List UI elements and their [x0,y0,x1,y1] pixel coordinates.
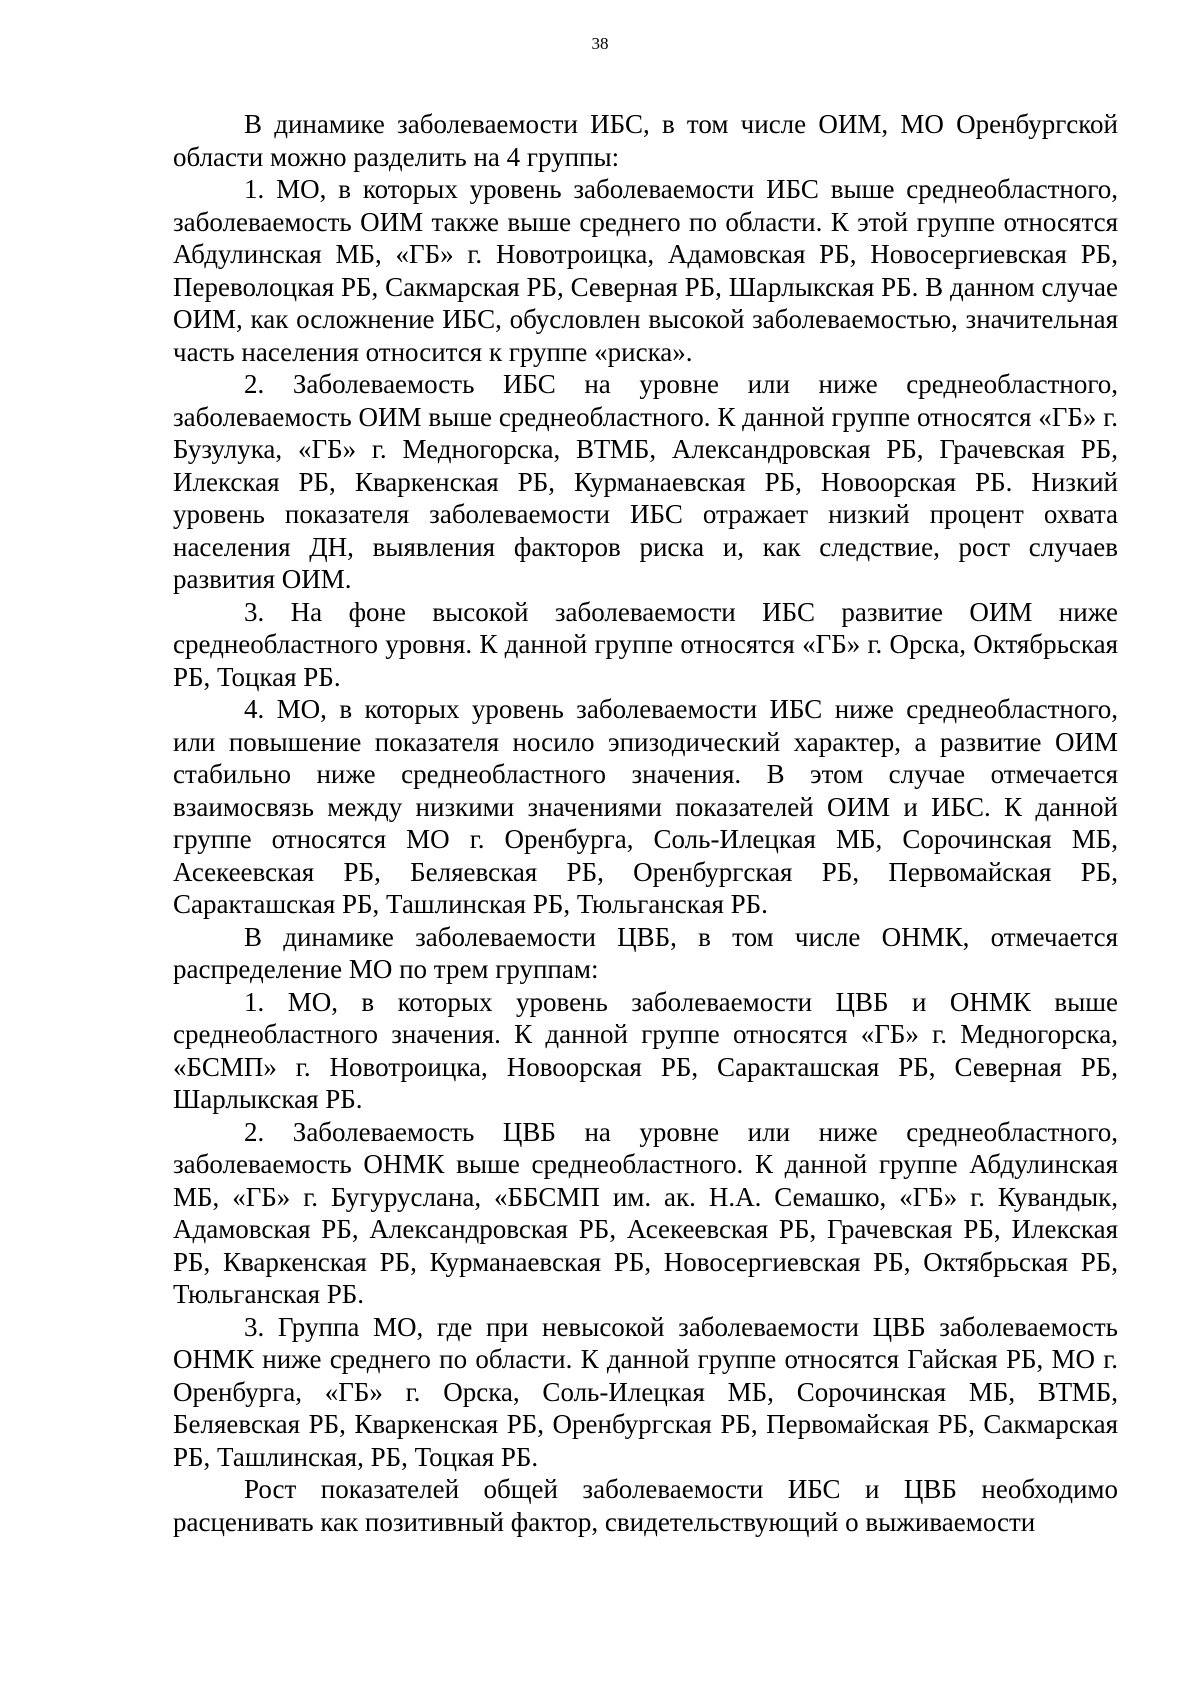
paragraph: В динамике заболеваемости ИБС, в том числе ОИМ, МО Оренбургской области можно разделить на 4 группы: [173,109,1118,172]
paragraph: 3. На фоне высокой заболеваемости ИБС развитие ОИМ ниже среднеобластного уровня. К данной группе относятся «ГБ» г. Орска, Октябрьская РБ, Тоцкая РБ. [173,596,1118,692]
paragraph: 1. МО, в которых уровень заболеваемости ИБС выше среднеобластного, заболеваемость ОИМ также выше среднего по области. К этой группе относятся Абдулинская МБ, «ГБ» г. Новотроицка, Адамовская РБ, Новосергиевская РБ, Переволоцкая РБ, Сакмарская РБ, Северная РБ, Шарлыкская РБ. В данном случае ОИМ, как осложнение ИБС, обусловлен высокой заболеваемостью, значительная часть населения относится к группе «риска». [173,174,1118,367]
paragraph: 4. МО, в которых уровень заболеваемости ИБС ниже среднеобластного, или повышение показателя носило эпизодический характер, а развитие ОИМ стабильно ниже среднеобластного значения. В этом случае отмечается взаимосвязь между низкими значениями показателей ОИМ и ИБС. К данной группе относятся МО г. Оренбурга, Соль-Илецкая МБ, Сорочинская МБ, Асекеевская РБ, Беляевская РБ, Оренбургская РБ, Первомайская РБ, Саракташская РБ, Ташлинская РБ, Тюльганская РБ. [173,694,1118,919]
paragraph: 2. Заболеваемость ИБС на уровне или ниже среднеобластного, заболеваемость ОИМ выше среднеобластного. К данной группе относятся «ГБ» г. Бузулука, «ГБ» г. Медногорска, ВТМБ, Александровская РБ, Грачевская РБ, Илекская РБ, Кваркенская РБ, Курманаевская РБ, Новоорская РБ. Низкий уровень показателя заболеваемости ИБС отражает низкий процент охвата населения ДН, выявления факторов риска и, как следствие, рост случаев развития ОИМ. [173,369,1118,594]
paragraph: Рост показателей общей заболеваемости ИБС и ЦВБ необходимо расценивать как позитивный фактор, свидетельствующий о выживаемости [173,1474,1118,1537]
page-number: 38 [591,34,609,53]
paragraph: 2. Заболеваемость ЦВБ на уровне или ниже среднеобластного, заболеваемость ОНМК выше среднеобластного. К данной группе Абдулинская МБ, «ГБ» г. Бугуруслана, «ББСМП им. ак. Н.А. Семашко, «ГБ» г. Кувандык, Адамовская РБ, Александровская РБ, Асекеевская РБ, Грачевская РБ, Илекская РБ, Кваркенская РБ, Курманаевская РБ, Новосергиевская РБ, Октябрьская РБ, Тюльганская РБ. [173,1116,1118,1309]
paragraph: В динамике заболеваемости ЦВБ, в том числе ОНМК, отмечается распределение МО по трем группам: [173,921,1118,984]
document-body [173,108,1118,1538]
paragraph: 1. МО, в которых уровень заболеваемости ЦВБ и ОНМК выше среднеобластного значения. К данной группе относятся «ГБ» г. Медногорска, «БСМП» г. Новотроицка, Новоорская РБ, Саракташская РБ, Северная РБ, Шарлыкская РБ. [173,986,1118,1114]
paragraph: 3. Группа МО, где при невысокой заболеваемости ЦВБ заболеваемость ОНМК ниже среднего по области. К данной группе относятся Гайская РБ, МО г. Оренбурга, «ГБ» г. Орска, Соль-Илецкая МБ, Сорочинская МБ, ВТМБ, Беляевская РБ, Кваркенская РБ, Оренбургская РБ, Первомайская РБ, Сакмарская РБ, Ташлинская, РБ, Тоцкая РБ. [173,1311,1118,1472]
